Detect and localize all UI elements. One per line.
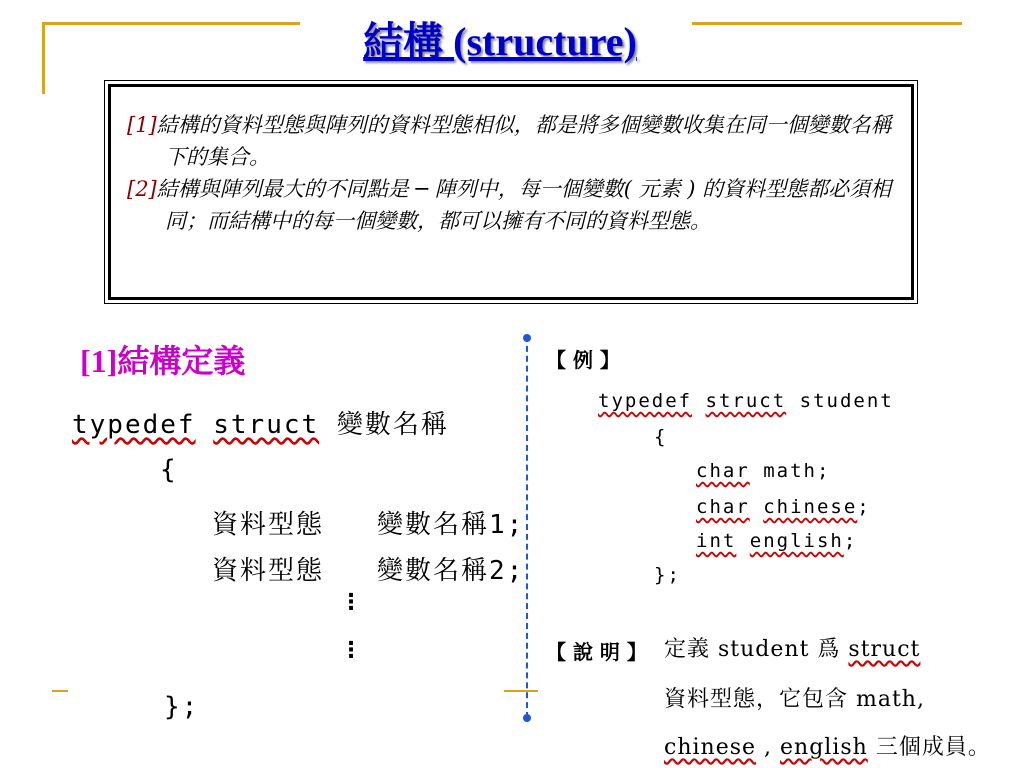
example-open-brace: {	[654, 426, 668, 448]
explanation-line-2: 資料型態，它包含 math,	[664, 687, 925, 712]
example-line-1: typedef struct student	[598, 390, 894, 412]
summary-point-1: [1]結構的資料型態與陣列的資料型態相似，都是將多個變數收集在同一個變數名稱下的集合。	[127, 113, 892, 169]
example-label: 【 例 】	[546, 348, 620, 372]
example-close: };	[654, 564, 681, 586]
definition-member-1: 資料型態 變數名稱1;	[212, 510, 525, 540]
example-member-1: char math;	[696, 460, 831, 482]
ellipsis-dots-1: ⋮	[340, 590, 362, 615]
summary-point-2: [2]結構與陣列最大的不同點是 ─ 陣列中，每一個變數( 元素 ) 的資料型態都必須相同；而結構中的每一個變數，都可以擁有不同的資料型態。	[127, 177, 892, 233]
definition-member-2: 資料型態 變數名稱2;	[212, 556, 525, 586]
column-divider	[526, 336, 528, 718]
definition-close: };	[164, 692, 200, 722]
decorative-tick-left	[52, 690, 68, 692]
decorative-tick-center	[504, 690, 538, 692]
definition-line-1: typedef struct 變數名稱	[72, 410, 449, 440]
definition-open-brace: {	[160, 455, 178, 485]
example-member-3: int english;	[696, 530, 858, 552]
ellipsis-dots-2: ⋮	[340, 638, 362, 663]
example-member-2: char chinese;	[696, 496, 871, 518]
explanation-line-3: chinese , english 三個成員。	[664, 735, 991, 760]
divider-endpoint-bottom	[523, 714, 531, 722]
definition-heading: [1]結構定義	[80, 343, 246, 379]
divider-endpoint-top	[523, 334, 531, 342]
slide-title: 結構 (structure)	[363, 19, 637, 64]
explanation-label: 【 說 明 】	[546, 640, 647, 664]
explanation-line-1: 定義 student 爲 struct	[664, 637, 921, 662]
summary-box	[108, 84, 914, 300]
